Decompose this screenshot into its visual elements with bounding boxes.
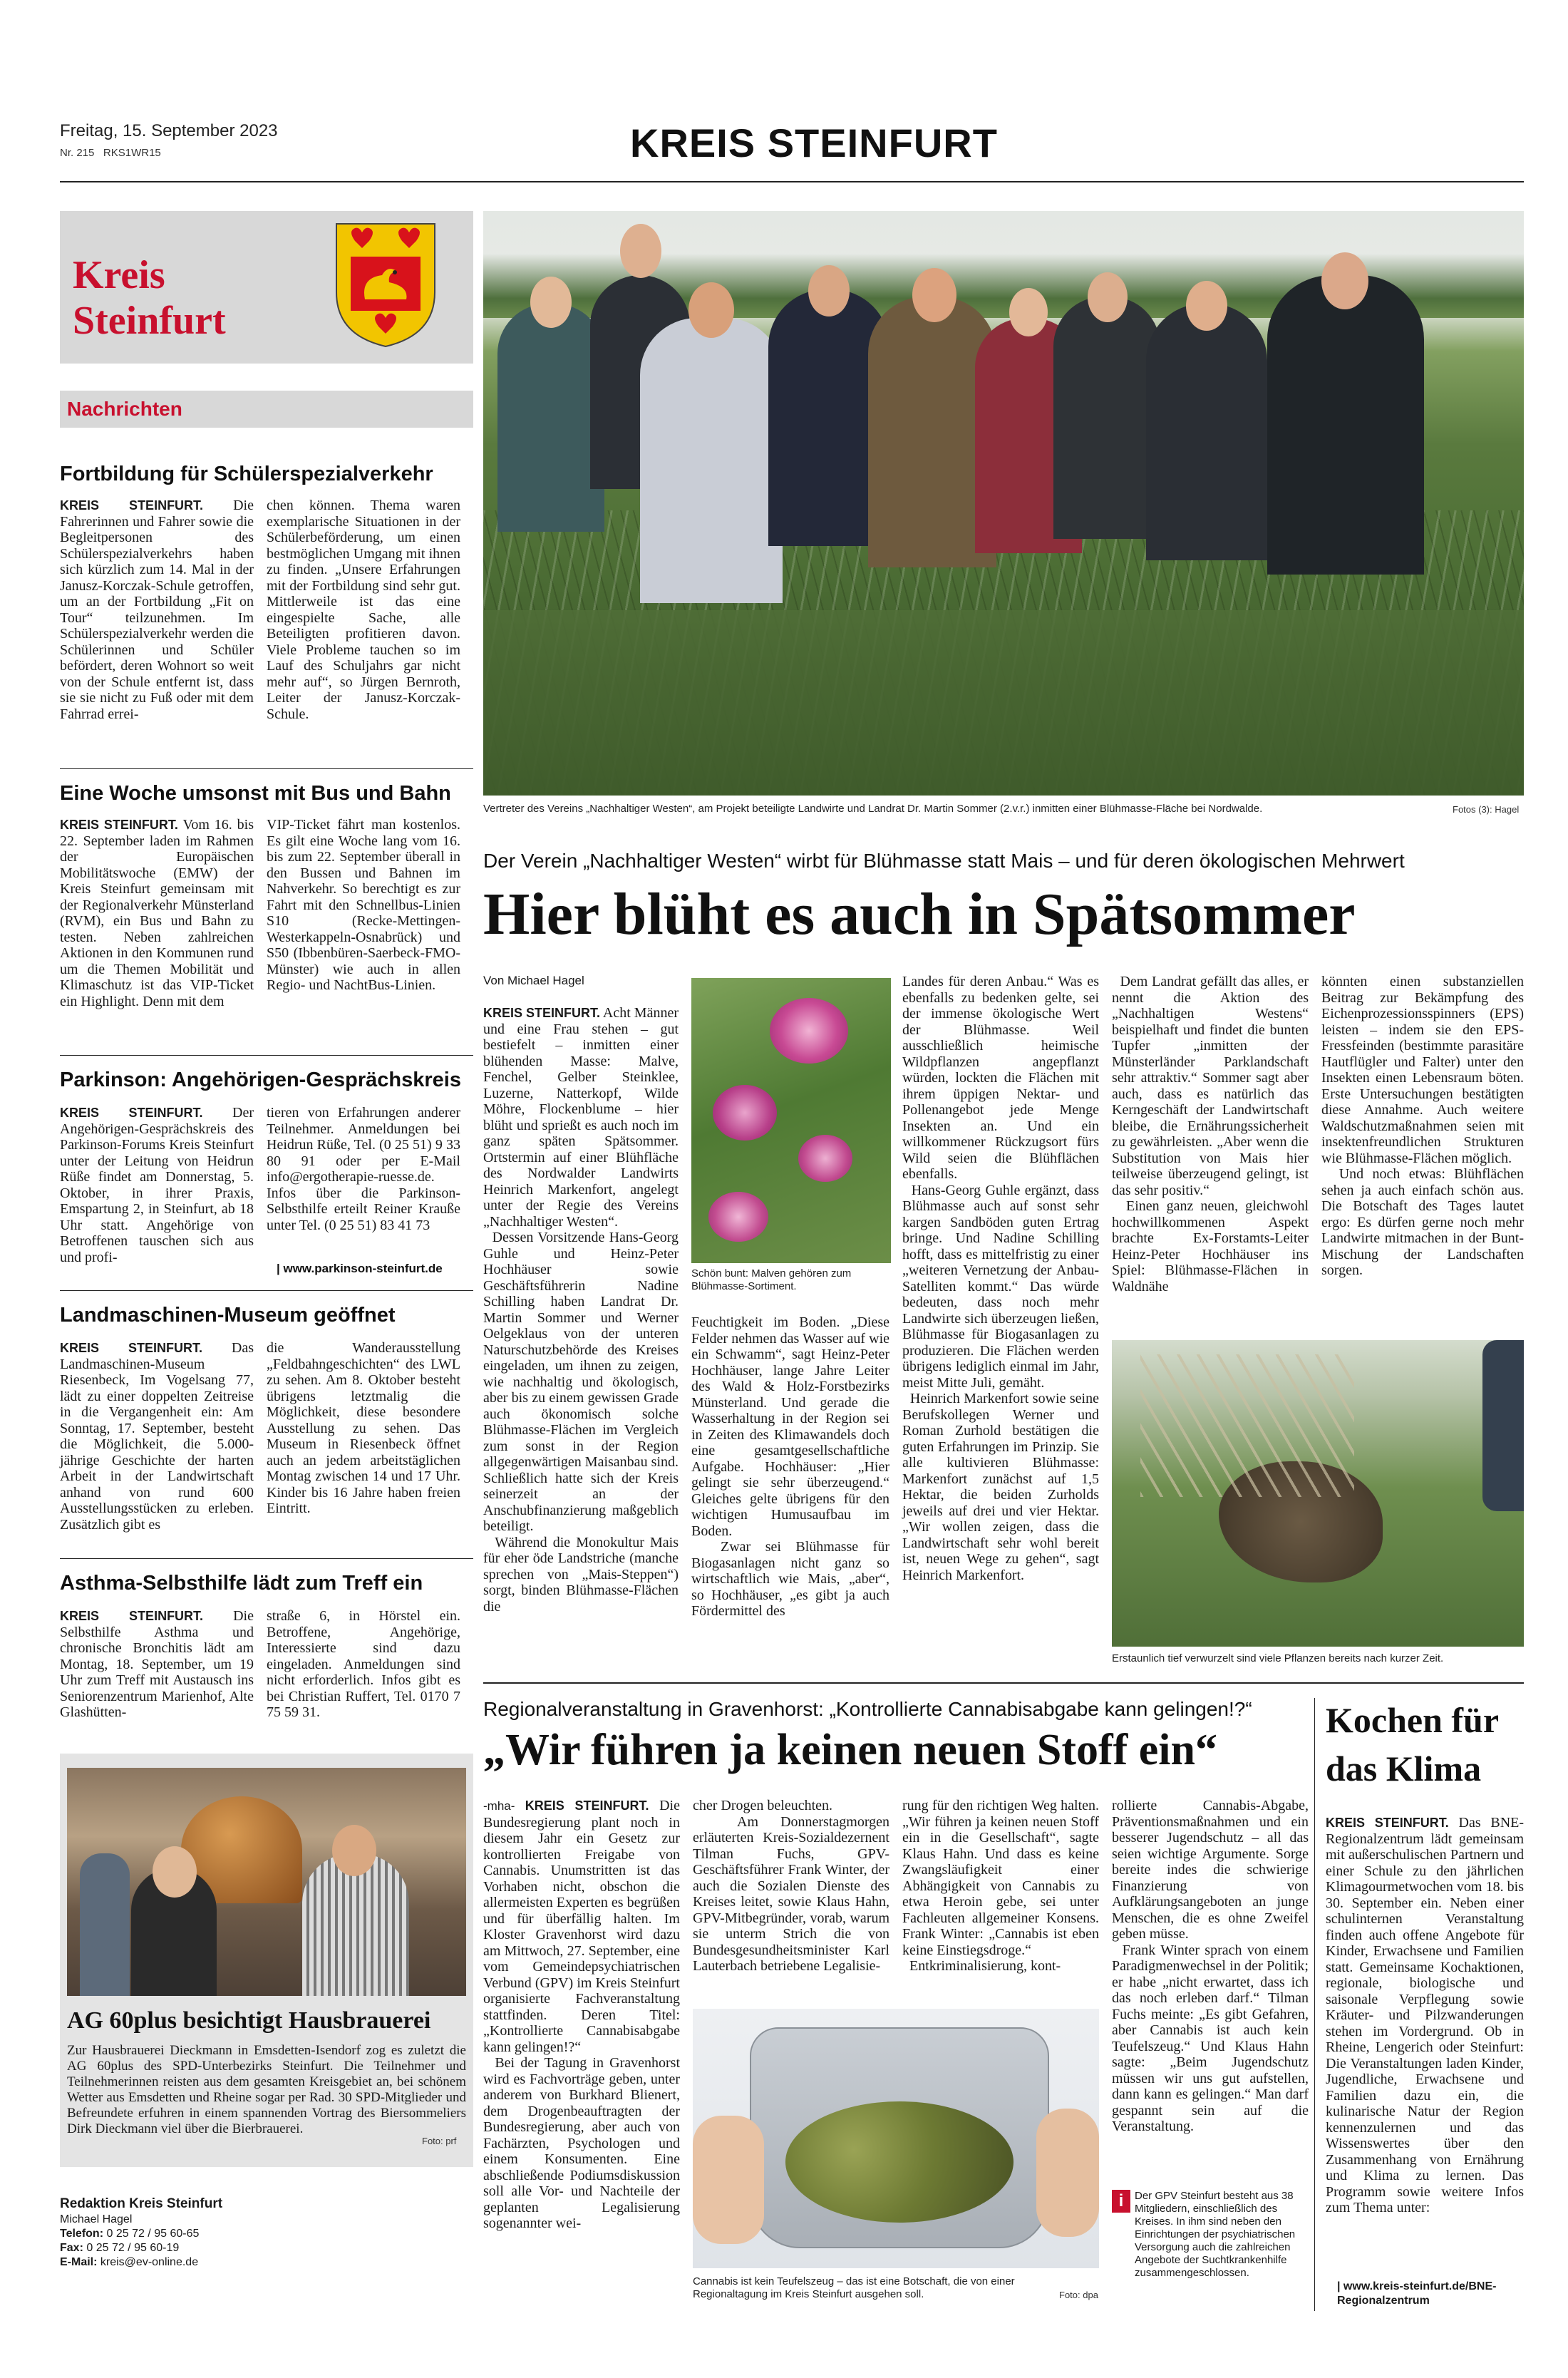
- issue-code: RKS1WR15: [103, 147, 161, 159]
- masthead-date: Freitag, 15. September 2023: [60, 121, 278, 140]
- main-col5: könnten einen substanziellen Beitrag zur Bekämpfung des Eichenprozessionsspinners (EPS) leisten – indem sie den EPS-Fressfeinden (bestimmte parasitäre Hautflügler und Falter) unter den Insekten einen Lebensraum böten. Erste Untersuchungen bestätigten diese Annahme. Auch weitere Waldschutzmaßnahmen seien mit insektenfreundlichen Strukturen wie Blühmasse-Flächen möglich. Und noch etwas: Blühflächen sehen ja auch einfach schön aus. Die Botschaft des Tages lautet ergo: Es dürfen gerne noch mehr Landwirte mitmachen in der Bunt-Mischung der Landschaften sorgen.: [1321, 974, 1524, 1278]
- dateline: KREIS STEINFURT.: [483, 1006, 601, 1020]
- face-1: [530, 277, 572, 328]
- email-label: E-Mail:: [60, 2256, 98, 2268]
- cannabis-buds: [785, 2101, 1013, 2223]
- byline: Von Michael Hagel: [483, 974, 584, 987]
- news-body: Vom 16. bis 22. September laden im Rahmen der Europäischen Mobilitätswoche (EMW) der Kreis Steinfurt gemeinsam mit der Regionalverkehr Münsterland (RVM), ein Bus und Bahn zu testen. Neben zahlreichen Aktionen in den Kommunen rund um die Themen Mobilität und Klimaschutz ist das VIP-Ticket ein Highlight. Denn mit dem: [60, 817, 258, 1009]
- klima-headline-1: Kochen für: [1326, 1700, 1500, 1740]
- dateline: KREIS STEINFURT.: [60, 1341, 202, 1355]
- news-text-asthma-col2: straße 6, in Hörstel ein. Betroffene, Angehörige, Interessierte sind dazu eingeladen. Anmeldungen sind nicht erforderlich. Infos gibt es bei Christian Ruffert, Tel. 0170 7 75 59 31.: [267, 1608, 464, 1720]
- klima-link[interactable]: | www.kreis-steinfurt.de/BNE-Regionalzentrum: [1337, 2280, 1497, 2307]
- masthead-issue: [60, 147, 161, 159]
- news-text-parkinson-col1: [60, 1105, 257, 1265]
- klima-text: [1326, 1815, 1527, 2216]
- divider: [60, 1055, 473, 1056]
- news-body: Der Angehörigen-Gesprächskreis des Parkinson-Forums Kreis Steinfurt unter der Leitung von Heidrun Rüße findet am Donnerstag, 5. Oktober, in ihrer Praxis, Emspartung 2, in Steinfurt, ab 18 Uhr statt. Angehörige von Betroffenen tauschen sich aus und profi-: [60, 1105, 257, 1265]
- person-9: [1267, 275, 1424, 575]
- cannabis-photo: [693, 2009, 1099, 2268]
- news-title-bus-bahn: Eine Woche umsonst mit Bus und Bahn: [60, 782, 451, 805]
- kreis-title-line1: Kreis: [73, 253, 165, 297]
- group-photo-credit: Fotos (3): Hagel: [1453, 804, 1520, 815]
- roots-caption: Erstaunlich tief verwurzelt sind viele Pflanzen bereits nach kurzer Zeit.: [1112, 1652, 1444, 1664]
- link-text[interactable]: www.parkinson-steinfurt.de: [283, 1262, 443, 1275]
- cannabis-body: Die Bundesregierung plant noch in diesem Jahr ein Gesetz zur kontrollierten Freigabe von Cannabis. Unumstritten ist das Vorhaben nicht, obschon die allermeisten Experten es begrüßen und für überfällig halten. Im Kloster Gravenhorst wird dazu am Mittwoch, 27. September, eine vom Gemeindepsychiatrischen Verbund (GPV) im Kreis Steinfurt organisierte Fachveranstaltung stattfinden. Deren Titel: „Kontrollierte Cannabisabgabe kann gelingen!?“ Bei der Tagung in Gravenhorst wird es Fachvorträge geben, unter anderem von Burkhard Blienert, dem Drogenbeauftragten der Bundesregierung, aber auch von Fachärzten, Psychologen und einem Konsumenten. Eine abschließende Podiumsdiskussion soll alle Vor- und Nachteile der geplanten Legalisierung sogenannter wei-: [483, 1798, 680, 2231]
- divider: [60, 1558, 473, 1559]
- news-title-landmaschinen: Landmaschinen-Museum geöffnet: [60, 1304, 396, 1327]
- mallow-flower-4: [708, 1192, 768, 1242]
- klima-headline-2: das Klima: [1326, 1749, 1482, 1788]
- nachrichten-label: Nachrichten: [67, 398, 182, 420]
- cannabis-col3: rung für den richtigen Weg halten. „Wir führen ja keinen neuen Stoff ein in die Gesellschaft“, sagte Klaus Hahn. Und dass es keine Zwangsläufigkeit einer Abhängigkeit von Cannabis zu etwa Heroin gebe, sei unter Fachleuten allgemeiner Konsens. Frank Winter: „Cannabis ist eben keine Einstiegsdroge.“ Entkriminalisierung, kont-: [902, 1798, 1099, 1974]
- foreground-meadow: [483, 610, 1524, 796]
- fax-value: 0 25 72 / 95 60-19: [83, 2242, 180, 2254]
- divider: [60, 1290, 473, 1291]
- person-background: [80, 1853, 130, 1996]
- face-2: [620, 224, 661, 278]
- brewery-photo: [67, 1768, 466, 1996]
- news-text-landmaschinen-col2: die Wanderausstellung „Feldbahngeschichten“ des LWL zu sehen. Am 8. Oktober besteht übrigens letztmalig die Möglichkeit, diese besondere Ausstellung zu sehen. Das Museum in Riesenbeck öffnet auch an jedem arbeitstäglichen Montag zwischen 14 und 17 Uhr. Kinder bis 16 Jahre haben freien Eintritt.: [267, 1340, 464, 1516]
- ag60-credit: Foto: prf: [422, 2136, 457, 2146]
- main-col3: Landes für deren Anbau.“ Was es ebenfalls zu bedenken gelte, sei der immense ökologische Wert der Blühmasse. Weil ausschließlich heimische Wildpflanzen angepflanzt würden, lockten die Flächen mit ihrem üppigen Nektar- und Pollenangebot jede Menge Insekten an. Und ein willkommener Rückzugsort fürs Wild seien die Blühflächen ebenfalls. Hans-Georg Guhle ergänzt, dass Blühmasse auch auf sonst sehr kargen Sandböden guten Ertrag bringe. Und Nadine Schilling hofft, dass es mittelfristig zu einer „weiteren Vernetzung der Anbau-Satelliten kommt.“ Das würde bedeuten, dass noch mehr Landwirte sich überzeugen ließen, Blühmasse für Biogasanlagen zu produzieren. Die Flächen werden übrigens lediglich einmal im Jahr, meist Mitte Juli, gemäht. Heinrich Markenfort sowie seine Berufskollegen Werner und Roman Zurhold bestätigen die guten Erfahrungen im Prinzip. Sie alle kultivieren Blühmasse: Markenfort zunächst auf 1,5 Hektar, die beiden Zurholds jeweils auf drei und vier Hektar. „Wir wollen zeigen, dass die Landwirtschaft sehr wohl bereit ist, neuen Wege zu gehen“, sagt Heinrich Markenfort.: [902, 974, 1099, 1583]
- face-9: [1321, 252, 1368, 309]
- kreis-box: [60, 211, 473, 364]
- news-text-bus-bahn-col2: VIP-Ticket fährt man kostenlos. Es gilt eine Woche lang vom 16. bis zum 22. September überall in den Bussen und Bahnen im Nahverkehr. So berechtigt es zur Fahrt mit den Schnellbus-Linien S10 (Recke-Mettingen-Westerkappeln-Osnabrück) und S50 (Ibbenbüren-Saerbeck-FMO-Münster) wie auch in allen Regio- und NachtBus-Linien.: [267, 817, 464, 993]
- person-right-face: [332, 1825, 376, 1876]
- ag60-text: Zur Hausbrauerei Dieckmann in Emsdetten-Isendorf zog es zuletzt die AG 60plus des SPD-Unterbezirks Steinfurt. Die Teilnehmer und Teilnehmerinnen reisten aus dem gesamten Kreisgebiet an, bei schönem Wetter aus Emsdetten und Rheine sogar per Rad. 30 SPD-Mitglieder und Befreundete erfuhren in einem spannenden Vortrag des Biersommeliers Dirk Dieckmann viel über die Bierbrauerei.: [67, 2043, 466, 2136]
- main-body: Acht Männer und eine Frau stehen – gut bestiefelt – inmitten einer blühenden Masse: Malve, Fenchel, Gelber Steinklee, Luzerne, Natterkopf, Wilde Möhre, Flockenblume – hier blüht und sprießt es auch noch im ganz späten Spätsommer. Ortstermin auf einer Blühfläche des Nordwalder Landwirts Heinrich Markenfort, angelegt unter der Regie des Vereins „Nachhaltiger Westen“. Dessen Vorsitzende Hans-Georg Guhle und Heinz-Peter Hochhäuser sowie Geschäftsführerin Nadine Schilling haben Landrat Dr. Martin Sommer und Werner Oelgeklaus von der unteren Naturschutzbehörde des Kreises eingeladen, um ihnen zu zeigen, wie nachhaltig und ökologisch, aber bis zu einem gewissen Grade auch ökonomisch solche Blühmasse-Flächen im Vergleich zum sonst in der Region allgegenwärtigen Maisanbau sind. Schließlich hatte sich der Kreis seinerzeit an der Anschubfinanzierung maßgeblich beteiligt. Während die Monokultur Mais für eher öde Landstriche (manche sprechen von „Mais-Steppen“) sorgt, binden Blühmasse-Flächen die: [483, 1005, 679, 1615]
- news-text-fortbildung-col2: chen können. Thema waren exemplarische Situationen in der Schülerbeförderung, um einen bestmöglichen Umgang mit ihnen zu finden. „Unsere Erfahrungen mit der Fortbildung sind sehr gut. Mittlerweile ist das eine eingespielte Sache, alle Beteiligten profitieren davon. Viele Probleme tauchen so im Lauf des Schuljahrs gar nicht mehr auf“, so Jürgen Bernroth, Leiter der Janusz-Korczak-Schule.: [267, 498, 464, 722]
- cannabis-headline: „Wir führen ja keinen neuen Stoff ein“: [483, 1726, 1217, 1774]
- section-rule: [483, 1682, 1524, 1684]
- dateline: KREIS STEINFURT.: [525, 1798, 649, 1813]
- cannabis-kicker: Regionalveranstaltung in Gravenhorst: „Kontrollierte Cannabisabgabe kann gelingen!?“: [483, 1698, 1252, 1720]
- redaktion-email[interactable]: [60, 2255, 473, 2270]
- fax-label: Fax:: [60, 2242, 83, 2254]
- email-value[interactable]: kreis@ev-online.de: [97, 2256, 199, 2268]
- phone-value: 0 25 72 / 95 60-65: [103, 2228, 200, 2240]
- mallow-flower-1: [770, 998, 848, 1064]
- masthead-rule: [60, 181, 1524, 182]
- person-left-face: [153, 1846, 197, 1898]
- person-1: [497, 304, 604, 532]
- section-title: KREIS STEINFURT: [630, 120, 998, 165]
- mallow-flower-3: [798, 1135, 852, 1182]
- roots-photo: [1112, 1340, 1524, 1647]
- redaktion-name: Michael Hagel: [60, 2213, 133, 2225]
- face-5: [912, 268, 956, 322]
- face-8: [1186, 281, 1227, 331]
- mallow-photo: [691, 978, 891, 1263]
- mallow-flower-2: [713, 1085, 777, 1141]
- mallow-caption: Schön bunt: Malven gehören zum Blühmasse-Sortiment.: [691, 1267, 852, 1292]
- cannabis-caption: Cannabis ist kein Teufelszeug – das ist eine Botschaft, die von einer Regionaltagung im Kreis Steinfurt ausgehen soll.: [693, 2275, 1015, 2300]
- roots-stems: [1140, 1354, 1354, 1497]
- link-text[interactable]: www.kreis-steinfurt.de/BNE-Regionalzentrum: [1337, 2280, 1497, 2307]
- divider: [60, 768, 473, 769]
- cannabis-hand-left: [693, 2116, 764, 2244]
- face-4: [808, 265, 850, 316]
- face-7: [1088, 272, 1128, 322]
- author-code: -mha-: [483, 1799, 525, 1813]
- news-text-bus-bahn-col1: [60, 817, 258, 1009]
- issue-number: Nr. 215: [60, 147, 95, 159]
- main-kicker: Der Verein „Nachhaltiger Westen“ wirbt für Blühmasse statt Mais – und für deren ökologischen Mehrwert: [483, 850, 1405, 872]
- dateline: KREIS STEINFURT.: [60, 498, 204, 513]
- roots-hand: [1482, 1340, 1524, 1511]
- dateline: KREIS STEINFURT.: [60, 1609, 204, 1623]
- cannabis-credit: Foto: dpa: [1059, 2290, 1098, 2300]
- person-8: [1146, 304, 1267, 560]
- group-photo: [483, 211, 1524, 796]
- klima-body: Das BNE-Regionalzentrum lädt gemeinsam mit außerschulischen Partnern und einer Schule zu den jährlichen Klimagourmetwochen vom 18. bis 30. September ein. Neben einer schulinternen Veranstaltung finden auch offene Angebote für Kinder, Erwachsene und Familien statt. Gemeinsame Kochaktionen, regionale, biologische und saisonale Verpflegung sowie Kräuter- und Pilzwanderungen stehen im Vordergrund. Ob in Rheine, Lengerich oder Steinfurt: Die Veranstaltungen laden Kinder, Jugendliche, Erwachsene und Familien dazu ein, die kulinarische Natur der Region kennenzulernen und das Wissenswertes über den Zusammenhang von Ernährung und Klima zu lernen. Das Programm sowie weitere Infos zum Thema unter:: [1326, 1815, 1527, 2215]
- person-3: [640, 318, 783, 603]
- gpv-info-text: Der GPV Steinfurt besteht aus 38 Mitgliedern, einschließlich des Kreises. In ihm sind neben den Einrichtungen der psychiatrischen Versorgung auch die zahlreichen Angebote der Suchtkrankenhilfe zusammengeschlossen.: [1135, 2190, 1296, 2279]
- redaktion-title: Redaktion Kreis Steinfurt: [60, 2196, 223, 2211]
- main-headline: Hier blüht es auch in Spätsommer: [483, 881, 1356, 947]
- cannabis-col4: rollierte Cannabis-Abgabe, Präventionsmaßnahmen und ein besserer Jugendschutz – all das seien wichtige Argumente. Sorge bereite indes die schwierige Finanzierung von Aufklärungsangeboten an junge Menschen, die es ohne Zweifel geben müsse. Frank Winter sprach von einem Paradigmenwechsel in der Politik; er habe „nicht erwartet, dass ich das noch erleben darf.“ Tilman Fuchs meinte: „Es gibt Gefahren, aber Cannabis ist auch kein Teufelszeug.“ Und Klaus Hahn sagte: „Beim Jugendschutz müssen wir uns gut aufstellen, dann kann es gelingen.“ Man darf gespannt sein auf die Veranstaltung.: [1112, 1798, 1309, 2134]
- main-col1-top: [483, 1005, 679, 1615]
- news-body: Die Selbsthilfe Asthma und chronische Bronchitis lädt am Montag, 18. September, um 19 Uhr zum Treff mit Austausch ins Seniorenzentrum Marienhof, Alte Glashütten-: [60, 1608, 257, 1720]
- dateline: KREIS STEINFURT.: [60, 818, 178, 832]
- news-body: Die Fahrerinnen und Fahrer sowie die Begleitpersonen des Schülerspezialverkehrs haben sich kürzlich zum 14. Mal in der Janusz-Korczak-Schule getroffen, um an der Fortbildung „Fit on Tour“ teilzunehmen. Im Schülerspezialverkehr werden die Schülerinnen und Schüler befördert, deren Wohnort so weit von der Schule entfernt ist, dass sie sie nicht zu Fuß oder mit dem Fahrrad errei-: [60, 498, 257, 722]
- face-3: [688, 282, 734, 338]
- ag60-box: [60, 1754, 473, 2167]
- news-body: Das Landmaschinen-Museum Riesenbeck, Im Vogelsang 77, lädt zu einer doppelten Zeitreise in die Vergangenheit ein: Am Sonntag, 17. September, besteht die Möglichkeit, die 5.000-jährige Geschichte der harten Arbeit in der Landwirtschaft anhand von rund 600 Ausstellungsstücken zu erleben. Zusätzlich gibt es: [60, 1340, 257, 1533]
- kreis-title-line2: Steinfurt: [73, 299, 226, 343]
- nachrichten-bar: [60, 391, 473, 428]
- news-text-parkinson-col2: tieren von Erfahrungen anderer Teilnehmer. Anmeldungen bei Heidrun Rüße, Tel. (0 25 51) 9 33 80 91 oder per E-Mail info@ergotherapie-ruesse.de. Infos über die Parkinson-Selbsthilfe erteilt Reiner Krauße unter Tel. (0 25 51) 83 41 73: [267, 1105, 464, 1233]
- column-rule: [1314, 1698, 1315, 2311]
- ag60-title: AG 60plus besichtigt Hausbrauerei: [67, 2007, 431, 2034]
- redaktion-phone: [60, 2227, 473, 2241]
- news-text-asthma-col1: [60, 1608, 257, 1721]
- info-icon: i: [1112, 2190, 1130, 2213]
- group-photo-caption: Vertreter des Vereins „Nachhaltiger Westen“, am Projekt beteiligte Landwirte und Landrat Dr. Martin Sommer (2.v.r.) inmitten einer Blühmasse-Fläche bei Nordwalde.: [483, 803, 1263, 815]
- parkinson-link[interactable]: | www.parkinson-steinfurt.de: [277, 1262, 443, 1275]
- dateline: KREIS STEINFURT.: [60, 1106, 203, 1120]
- news-title-asthma: Asthma-Selbsthilfe lädt zum Treff ein: [60, 1572, 423, 1595]
- main-col4: Dem Landrat gefällt das alles, er nennt die Aktion des „Nachhaltigen Westens“ beispielhaft und findet die bunten Tupfer „inmitten der Münsterländer Parklandschaft sehr attraktiv.“ Sommer sagt aber auch, dass es natürlich das Kerngeschäft der Landwirtschaft bleibe, die Ernährungssicherheit zu gewährleisten. „Aber wenn die Substitution von Mais hier teilweise überzeugend gelingt, ist das sehr positiv.“ Einen ganz neuen, gleichwohl hochwillkommenen Aspekt brachte Ex-Forstamts-Leiter Heinz-Peter Hochhäuser ins Spiel: Blühmasse-Flächen in Waldnähe: [1112, 974, 1309, 1294]
- cannabis-col2: cher Drogen beleuchten. Am Donnerstagmorgen erläuterten Kreis-Sozialdezernent Tilman Fuchs, GPV-Geschäftsführer Frank Winter, der auch die Sozialen Dienste des Kreises leitet, sowie Klaus Hahn, GPV-Mitbegründer, vorab, warum sie unterm Strich die von Bundesgesundheitsminister Karl Lauterbach betriebene Legalisie-: [693, 1798, 889, 1974]
- news-text-landmaschinen-col1: [60, 1340, 257, 1533]
- phone-label: Telefon:: [60, 2228, 104, 2240]
- news-text-fortbildung-col1: [60, 498, 257, 722]
- main-col2: Feuchtigkeit im Boden. „Diese Felder nehmen das Wasser auf wie ein Schwamm“, sagt Heinz-Peter Hochhäuser, lange Jahre Leiter des Wald & Holz-Forstbezirks Münsterland. Und gerade die Wasserhaltung in der Region sei in Zeiten des Klimawandels doch eine gesamtgesellschaftliche Aufgabe. Hochhäuser: „Hier gelingt sie sehr überzeugend.“ Gleiches gelte übrigens für den wichtigen Humusaufbau im Boden. Zwar sei Blühmasse für Biogasanlagen nicht ganz so wirtschaftlich wie Mais, „aber“, so Hochhäuser, „es gibt ja auch Fördermittel des: [691, 1314, 889, 1619]
- news-title-fortbildung: Fortbildung für Schülerspezialverkehr: [60, 463, 433, 485]
- face-6: [1009, 288, 1048, 336]
- cannabis-hand-right: [1036, 2109, 1099, 2237]
- cannabis-col1: [483, 1798, 680, 2232]
- redaktion-box: [60, 2196, 473, 2270]
- person-7: [1053, 297, 1160, 539]
- coat-of-arms-icon: [334, 221, 438, 349]
- dateline: KREIS STEINFURT.: [1326, 1816, 1449, 1830]
- news-title-parkinson: Parkinson: Angehörigen-Gesprächskreis: [60, 1069, 461, 1091]
- redaktion-fax: [60, 2241, 473, 2255]
